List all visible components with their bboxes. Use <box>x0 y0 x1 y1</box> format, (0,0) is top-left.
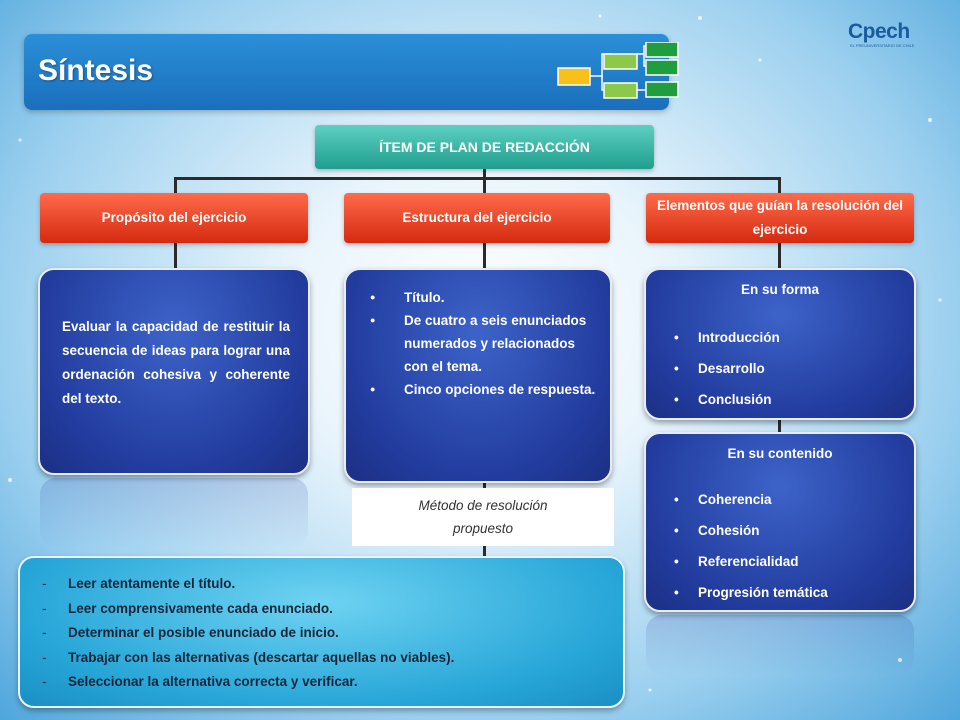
panel-reflection <box>646 615 914 675</box>
header-structure: Estructura del ejercicio <box>344 193 610 243</box>
list-item: • Progresión temática <box>670 585 828 616</box>
form-panel <box>644 268 916 420</box>
form-title: En su forma <box>740 282 819 297</box>
logo-subtitle: EL PREUNIVERSITARIO DE CHILE <box>850 43 915 48</box>
method-line-1: Método de resolución <box>418 498 548 513</box>
root-node: ÍTEM DE PLAN DE REDACCIÓN <box>315 125 654 169</box>
cpech-logo <box>848 20 914 50</box>
list-item: ● Título. <box>366 286 598 309</box>
step-item: - Determinar el posible enunciado de inicio. <box>38 623 454 648</box>
connector <box>174 177 780 180</box>
form-list <box>670 330 780 423</box>
header-purpose: Propósito del ejercicio <box>40 193 308 243</box>
steps-list <box>38 574 454 697</box>
list-item: • Referencialidad <box>670 554 828 585</box>
method-label <box>352 488 614 546</box>
method-line-2: propuesto <box>452 521 514 536</box>
step-item: - Leer comprensivamente cada enunciado. <box>38 599 454 624</box>
page-title: Síntesis <box>38 54 154 87</box>
content-title: En su contenido <box>727 446 833 461</box>
list-item: ● Cinco opciones de respuesta. <box>366 378 598 401</box>
title-banner <box>24 34 669 110</box>
connector <box>174 243 177 270</box>
panel-reflection <box>40 478 308 548</box>
step-item: - Trabajar con las alternativas (descartar aquellas no viables). <box>38 648 454 673</box>
list-item: • Cohesión <box>670 523 828 554</box>
structure-list <box>366 286 598 401</box>
purpose-panel <box>38 268 310 475</box>
logo-wordmark: Cpech <box>848 20 910 43</box>
step-item: - Leer atentamente el título. <box>38 574 454 599</box>
content-panel <box>644 432 916 612</box>
list-item: • Coherencia <box>670 492 828 523</box>
header-guiding-elements: Elementos que guían la resolución del ejercicio <box>646 193 914 243</box>
connector <box>483 243 486 270</box>
list-item: • Desarrollo <box>670 361 780 392</box>
tree-diagram-icon <box>532 42 682 134</box>
content-list <box>670 492 828 616</box>
list-item: • Conclusión <box>670 392 780 423</box>
list-item: • Introducción <box>670 330 780 361</box>
list-item: ● De cuatro a seis enunciados numerados y relacionados con el tema. <box>366 309 598 378</box>
steps-panel <box>18 556 625 708</box>
purpose-text: Evaluar la capacidad de restituir la secuencia de ideas para lograr una ordenación cohesiva y coherente del texto. <box>62 319 290 406</box>
step-item: - Seleccionar la alternativa correcta y verificar. <box>38 672 454 697</box>
structure-panel <box>344 268 612 483</box>
connector <box>778 243 781 270</box>
